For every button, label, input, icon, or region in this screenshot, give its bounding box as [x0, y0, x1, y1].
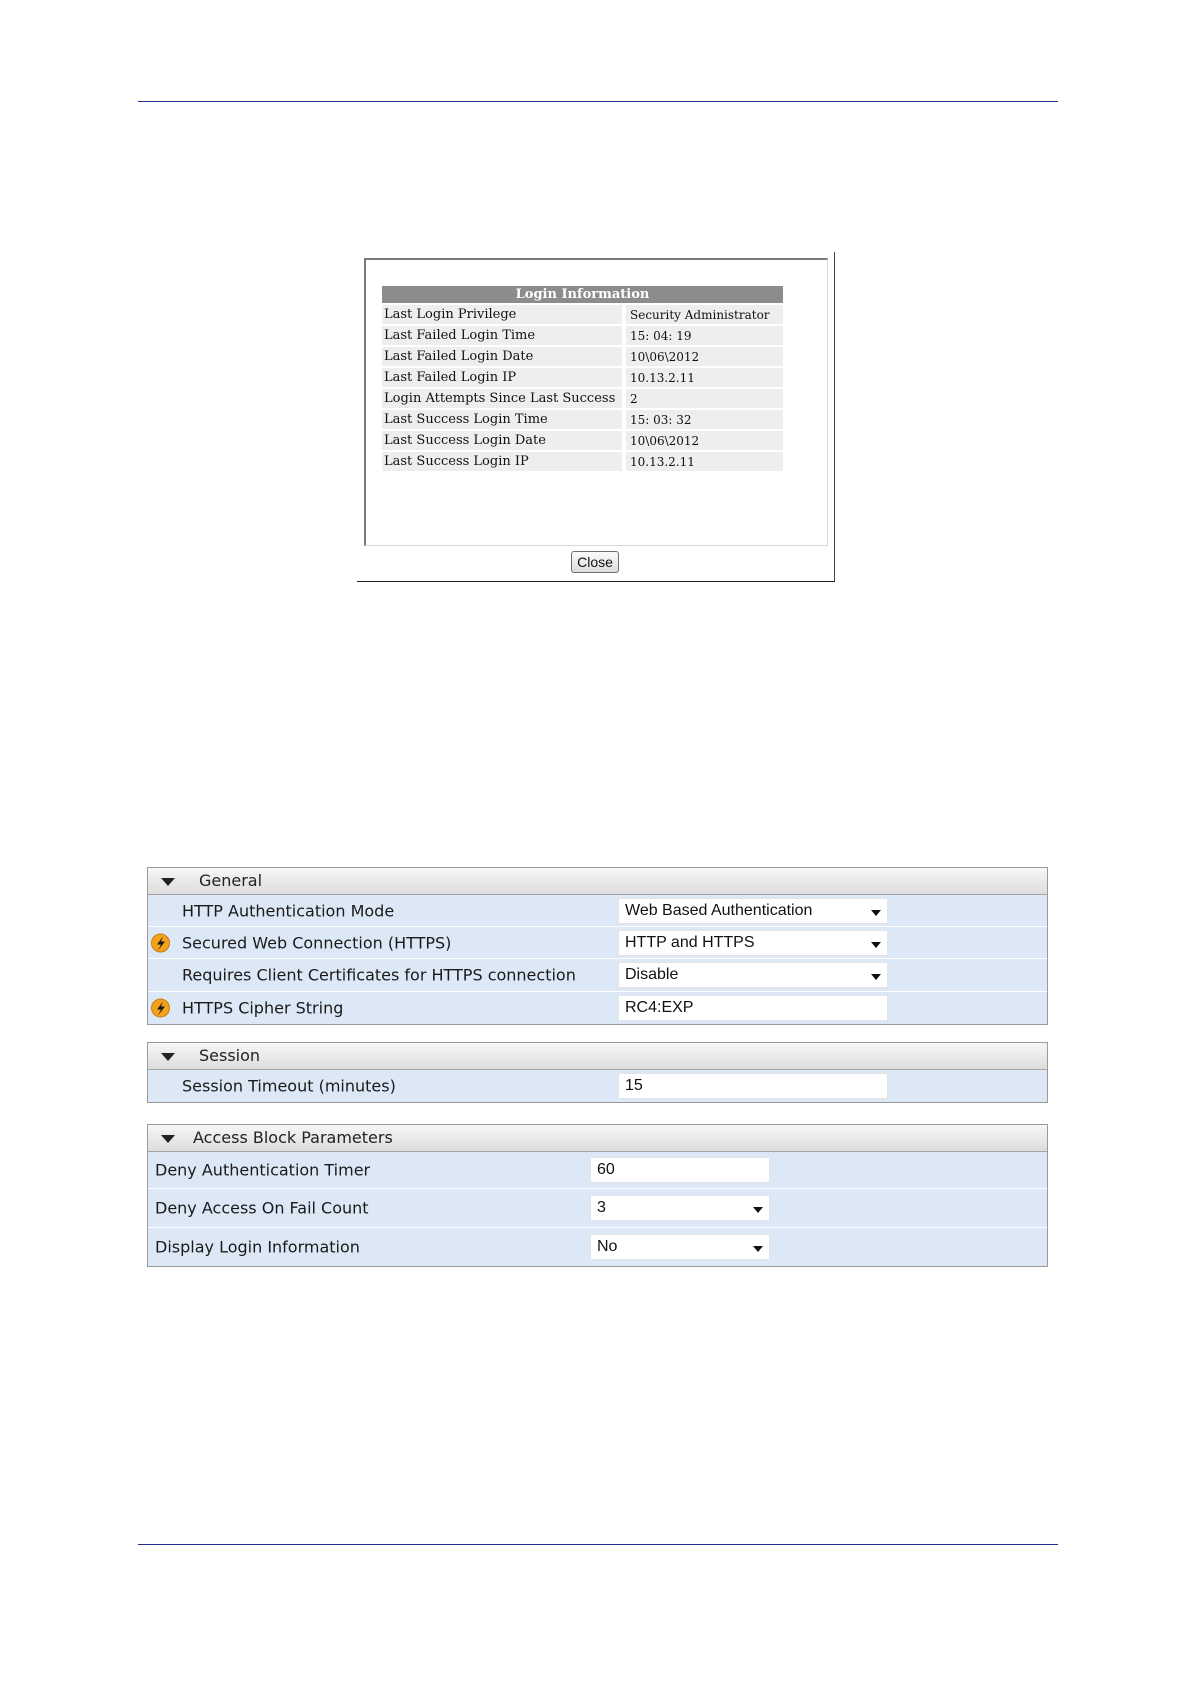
cipher-label: HTTPS Cipher String — [182, 998, 344, 1018]
table-row — [382, 452, 783, 471]
display-login-label: Display Login Information — [155, 1237, 360, 1257]
lightning-icon — [151, 999, 170, 1018]
deny-count-label: Deny Access On Fail Count — [155, 1198, 369, 1218]
row-value: 2 — [622, 389, 783, 408]
deny-timer-row — [148, 1152, 1047, 1189]
deny-timer-input[interactable] — [590, 1157, 770, 1183]
table-row — [382, 305, 783, 324]
row-value: 10.13.2.11 — [622, 452, 783, 471]
secured-web-select[interactable] — [618, 930, 888, 956]
row-value: Security Administrator — [622, 305, 783, 324]
deny-timer-label: Deny Authentication Timer — [155, 1160, 371, 1180]
chevron-down-icon — [871, 942, 881, 948]
row-label: Last Failed Login Time — [382, 326, 622, 345]
display-login-select[interactable] — [590, 1234, 770, 1260]
session-panel — [147, 1042, 1048, 1103]
table-row — [382, 326, 783, 345]
access-block-title: Access Block Parameters — [193, 1128, 393, 1147]
row-label: Last Success Login Time — [382, 410, 622, 429]
secured-web-value: HTTP and HTTPS — [625, 933, 755, 951]
http-auth-mode-row — [148, 895, 1047, 927]
session-timeout-input[interactable] — [618, 1073, 888, 1099]
http-auth-mode-value: Web Based Authentication — [625, 901, 813, 919]
login-information-title: Login Information — [382, 286, 783, 303]
cipher-input[interactable] — [618, 995, 888, 1021]
deny-count-row — [148, 1189, 1047, 1228]
page-header-rule — [138, 101, 1058, 102]
general-title: General — [199, 871, 263, 890]
session-title: Session — [199, 1046, 261, 1065]
access-block-panel — [147, 1124, 1048, 1267]
window-shadow-right — [834, 252, 835, 582]
access-block-section-header[interactable] — [148, 1125, 1047, 1152]
general-section-header[interactable] — [148, 868, 1047, 895]
window-shadow-bottom — [357, 581, 835, 582]
general-panel — [147, 867, 1048, 1025]
row-value: 10\06\2012 — [622, 431, 783, 450]
chevron-down-icon — [871, 910, 881, 916]
secured-web-label: Secured Web Connection (HTTPS) — [182, 933, 452, 952]
row-value: 15: 04: 19 — [622, 326, 783, 345]
row-value: 10.13.2.11 — [622, 368, 783, 387]
collapse-arrow-icon[interactable] — [161, 878, 175, 886]
http-auth-mode-select[interactable] — [618, 898, 888, 924]
collapse-arrow-icon[interactable] — [161, 1135, 175, 1143]
display-login-value: No — [597, 1238, 618, 1255]
table-row — [382, 368, 783, 387]
table-row — [382, 389, 783, 408]
collapse-arrow-icon[interactable] — [161, 1053, 175, 1061]
cipher-row — [148, 992, 1047, 1024]
client-certs-row — [148, 959, 1047, 992]
secured-web-row — [148, 927, 1047, 959]
display-login-row — [148, 1228, 1047, 1266]
lightning-icon — [151, 933, 170, 952]
row-label: Last Failed Login Date — [382, 347, 622, 366]
row-label: Login Attempts Since Last Success — [382, 389, 622, 408]
row-label: Last Success Login Date — [382, 431, 622, 450]
session-timeout-value: 15 — [625, 1077, 643, 1094]
login-information-table — [382, 284, 783, 473]
table-row — [382, 410, 783, 429]
table-row — [382, 347, 783, 366]
chevron-down-icon — [871, 974, 881, 980]
cipher-value: RC4:EXP — [625, 999, 694, 1016]
deny-count-value: 3 — [597, 1199, 606, 1216]
session-timeout-label: Session Timeout (minutes) — [182, 1076, 396, 1096]
session-timeout-row — [148, 1070, 1047, 1102]
close-button[interactable]: Close — [571, 551, 619, 573]
row-label: Last Success Login IP — [382, 452, 622, 471]
http-auth-mode-label: HTTP Authentication Mode — [182, 901, 395, 920]
client-certs-select[interactable] — [618, 962, 888, 988]
row-label: Last Login Privilege — [382, 305, 622, 324]
table-row — [382, 431, 783, 450]
row-value: 10\06\2012 — [622, 347, 783, 366]
row-label: Last Failed Login IP — [382, 368, 622, 387]
deny-timer-value: 60 — [597, 1161, 615, 1178]
client-certs-value: Disable — [625, 966, 679, 983]
session-section-header[interactable] — [148, 1043, 1047, 1070]
chevron-down-icon — [753, 1207, 763, 1213]
row-value: 15: 03: 32 — [622, 410, 783, 429]
client-certs-label: Requires Client Certificates for HTTPS connection — [182, 965, 576, 985]
chevron-down-icon — [753, 1246, 763, 1252]
page-footer-rule — [138, 1544, 1058, 1545]
deny-count-select[interactable] — [590, 1195, 770, 1221]
